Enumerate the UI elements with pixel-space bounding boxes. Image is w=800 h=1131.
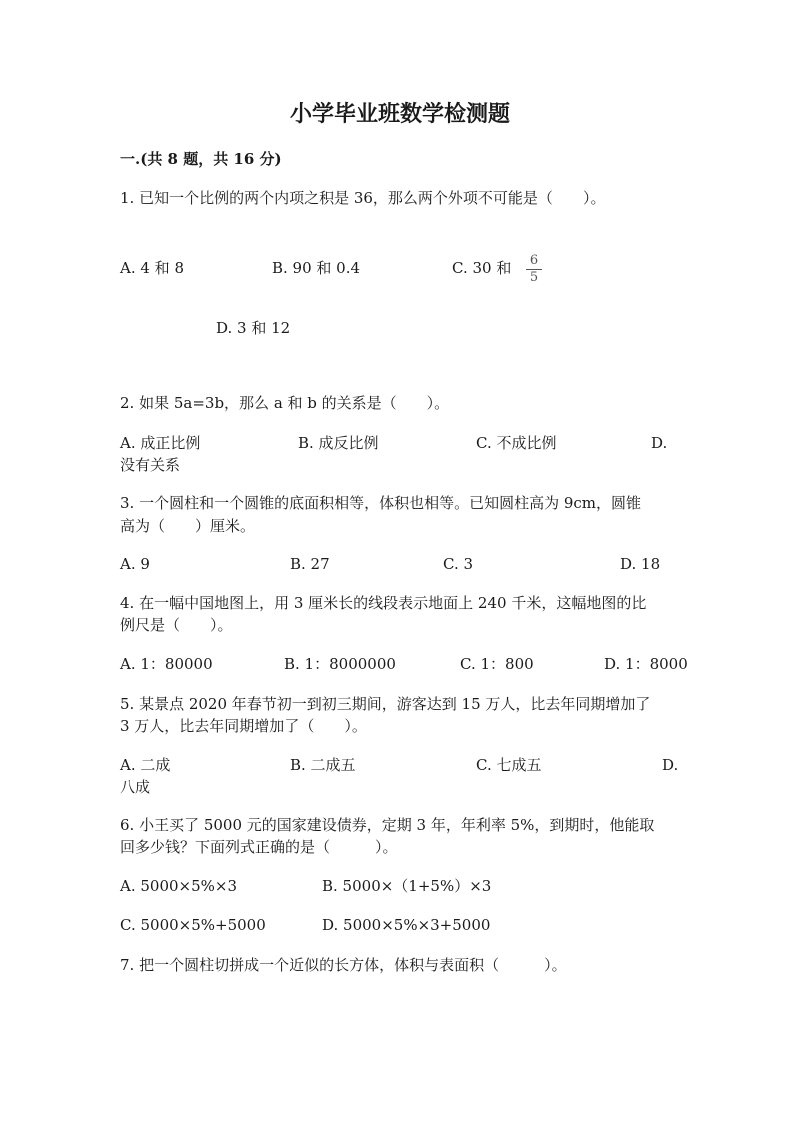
question-2-option-d-text: 没有关系 — [120, 456, 181, 474]
question-5-option-d: D. — [662, 756, 679, 774]
question-6-option-b: B. 5000×（1+5%）×3 — [322, 877, 492, 895]
question-3-stem-line-2: 高为（ ）厘米。 — [120, 517, 256, 535]
section-heading: 一.(共 8 题，共 16 分) — [120, 150, 282, 168]
question-3-option-b: B. 27 — [290, 555, 330, 573]
fraction-six-fifths — [526, 254, 542, 285]
question-5-stem-line-1: 5. 某景点 2020 年春节初一到初三期间，游客达到 15 万人，比去年同期增加了 — [120, 695, 651, 713]
question-7-stem: 7. 把一个圆柱切拼成一个近似的长方体，体积与表面积（ ）。 — [120, 956, 567, 974]
page-title: 小学毕业班数学检测题 — [289, 101, 510, 127]
question-6-option-a: A. 5000×5%×3 — [120, 877, 238, 895]
question-5-option-d-text: 八成 — [120, 778, 151, 796]
question-6-option-d: D. 5000×5%×3+5000 — [322, 916, 491, 934]
question-6-option-c: C. 5000×5%+5000 — [120, 916, 266, 934]
question-3-option-d: D. 18 — [620, 555, 661, 573]
question-2-option-b: B. 成反比例 — [298, 434, 379, 452]
question-6-stem-line-2: 回多少钱？下面列式正确的是（ ）。 — [120, 838, 398, 856]
question-3-option-c: C. 3 — [443, 555, 474, 573]
question-4-option-d: D. 1：8000 — [604, 655, 688, 673]
question-2-stem: 2. 如果 5a=3b，那么 a 和 b 的关系是（ ）。 — [120, 394, 450, 412]
question-3-option-a: A. 9 — [120, 555, 150, 573]
question-2-option-d: D. — [651, 434, 668, 452]
question-6-stem-line-1: 6. 小王买了 5000 元的国家建设债券，定期 3 年，年利率 5%，到期时，他能取 — [120, 816, 655, 834]
question-4-option-b: B. 1：8000000 — [284, 655, 396, 673]
question-4-option-a: A. 1：80000 — [120, 655, 213, 673]
question-5-stem-line-2: 3 万人，比去年同期增加了（ ）。 — [120, 717, 367, 735]
question-1-option-d: D. 3 和 12 — [216, 319, 291, 337]
fraction-denominator: 5 — [529, 270, 539, 285]
question-1-stem: 1. 已知一个比例的两个内项之积是 36，那么两个外项不可能是（ ）。 — [120, 189, 606, 207]
fraction-numerator: 6 — [529, 253, 539, 268]
question-2-option-a: A. 成正比例 — [120, 434, 201, 452]
question-5-option-c: C. 七成五 — [476, 756, 542, 774]
question-2-option-c: C. 不成比例 — [476, 434, 557, 452]
question-1-option-b: B. 90 和 0.4 — [272, 259, 361, 277]
question-4-stem-line-2: 例尺是（ ）。 — [120, 616, 233, 634]
question-5-option-b: B. 二成五 — [290, 756, 356, 774]
question-1-option-a: A. 4 和 8 — [120, 259, 184, 277]
question-4-option-c: C. 1：800 — [460, 655, 534, 673]
question-3-stem-line-1: 3. 一个圆柱和一个圆锥的底面积相等，体积也相等。已知圆柱高为 9cm，圆锥 — [120, 494, 642, 512]
question-1-option-c: C. 30 和 — [452, 259, 512, 277]
question-5-option-a: A. 二成 — [120, 756, 171, 774]
question-4-stem-line-1: 4. 在一幅中国地图上，用 3 厘米长的线段表示地面上 240 千米，这幅地图的比 — [120, 594, 647, 612]
